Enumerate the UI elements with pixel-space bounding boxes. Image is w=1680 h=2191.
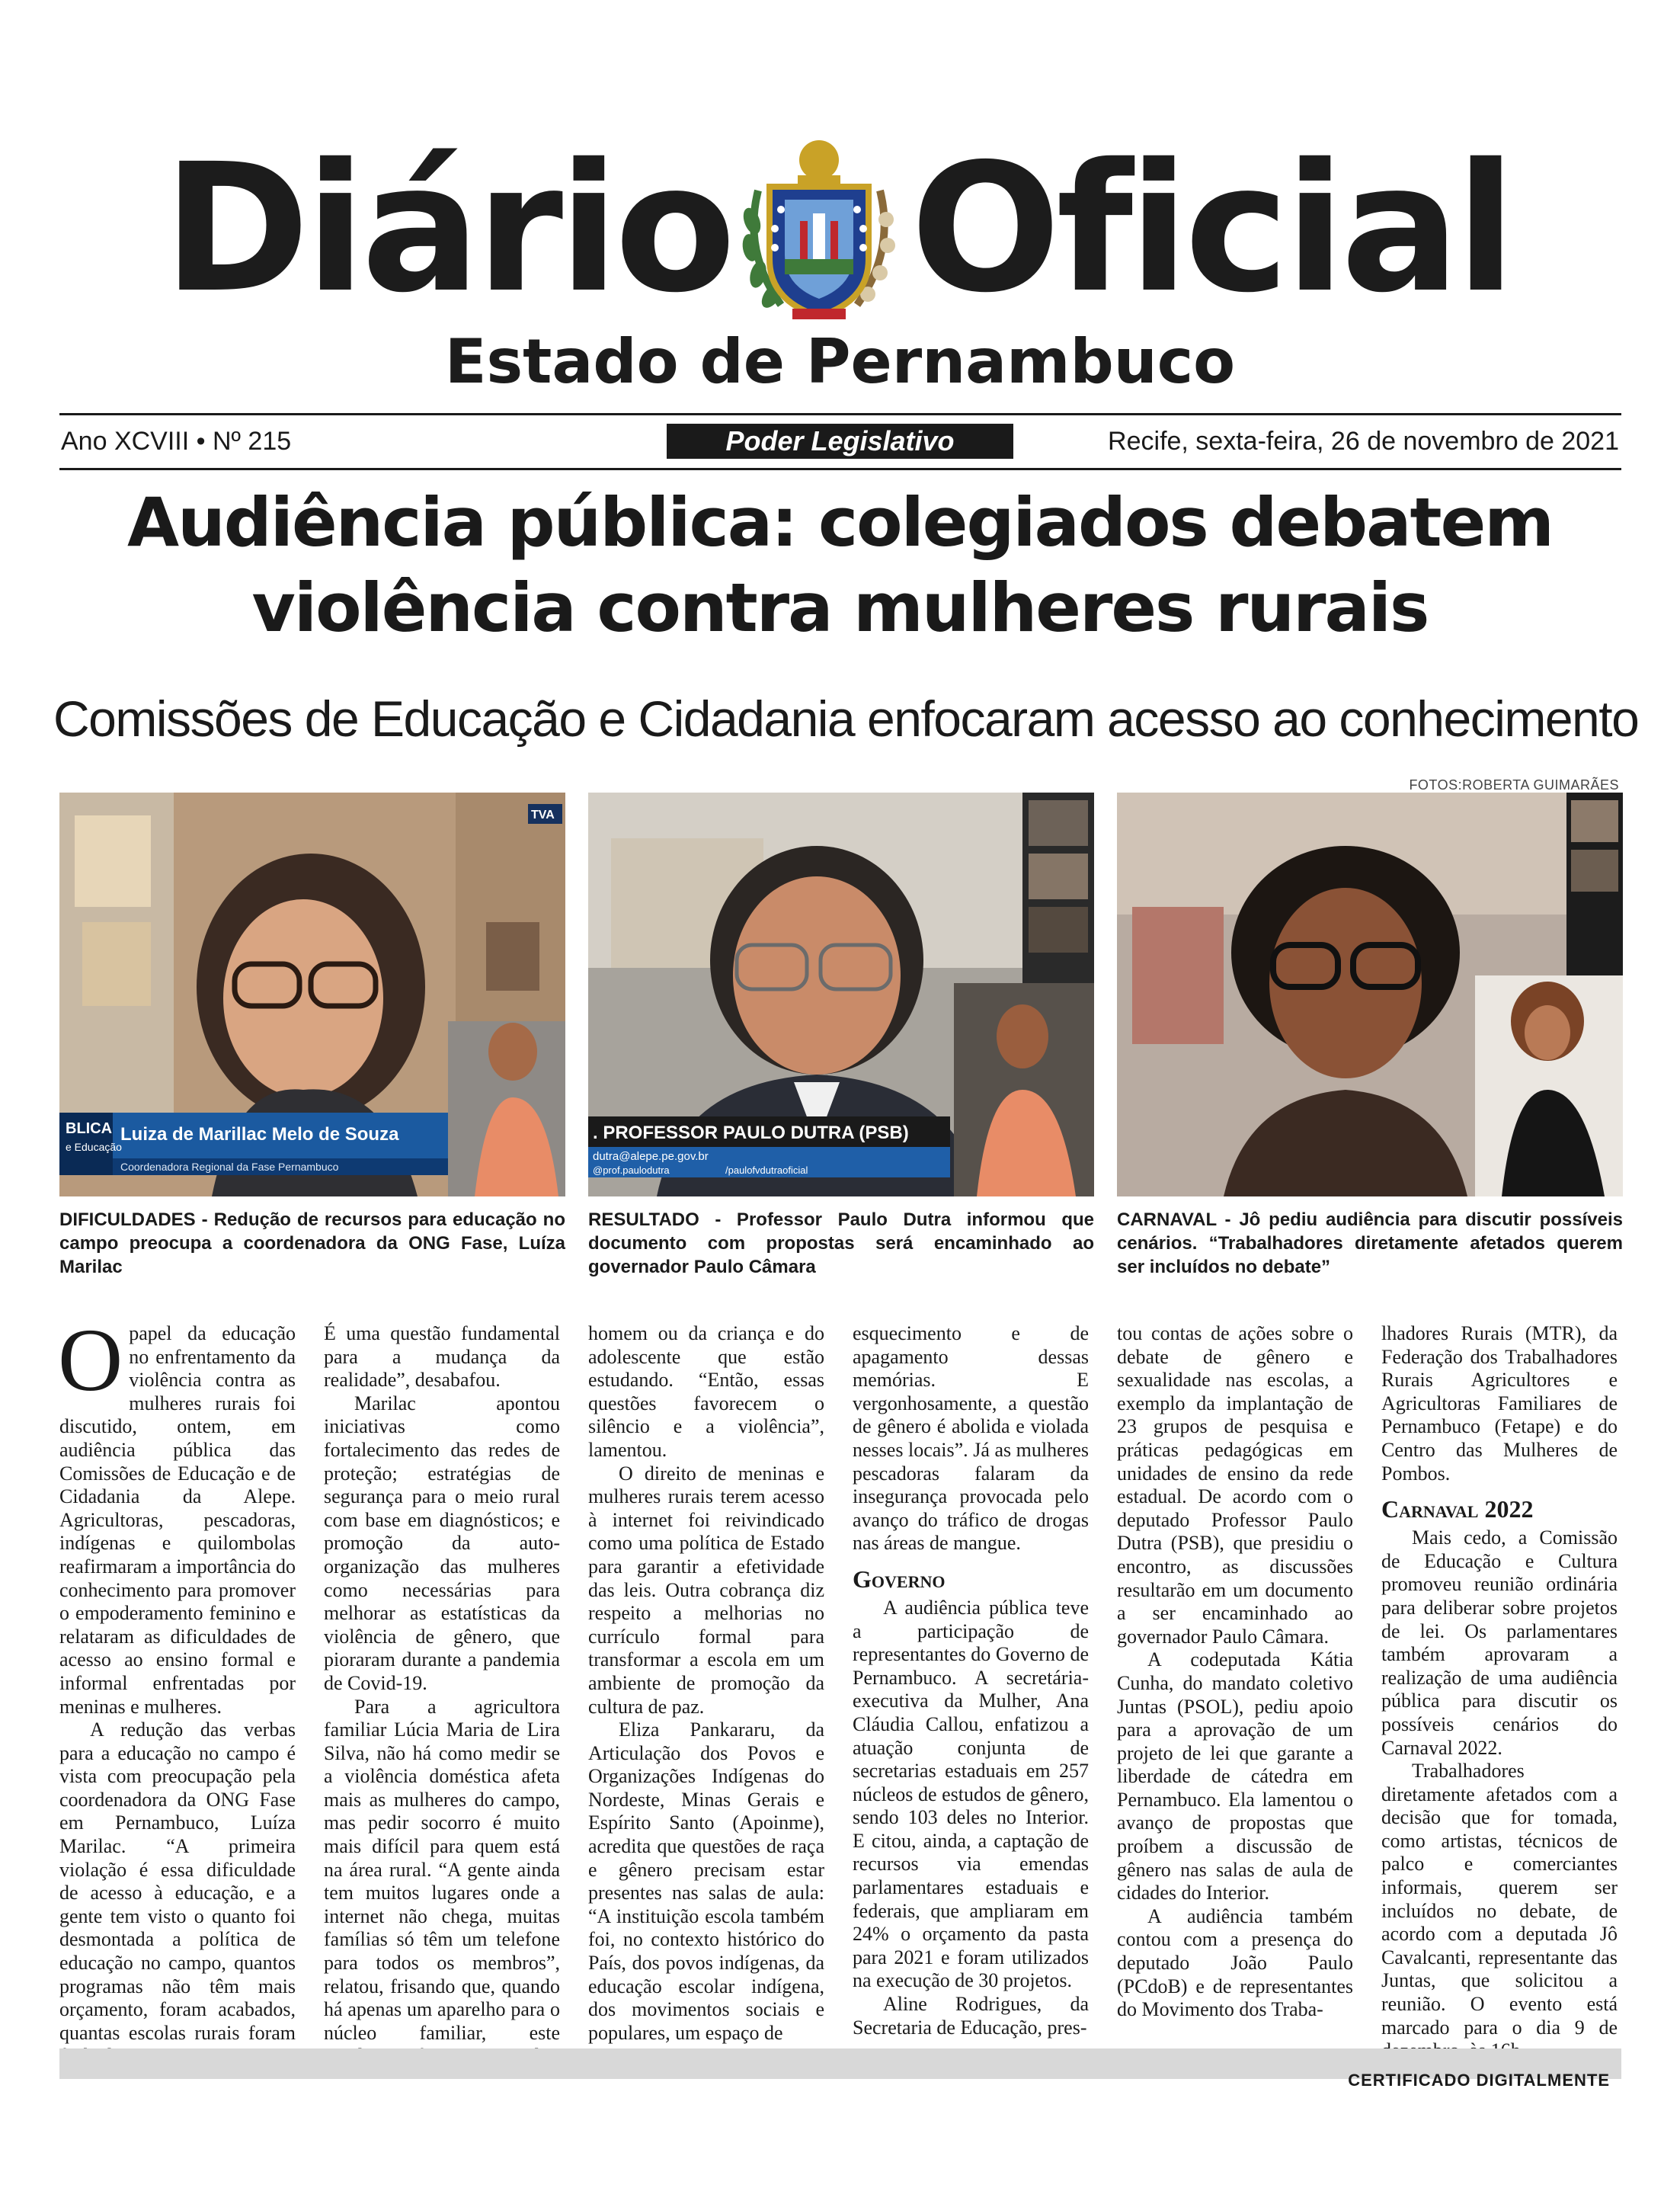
lower-third-social-1: @prof.paulodutra xyxy=(593,1164,670,1176)
side-tag-1: BLICA xyxy=(66,1120,113,1137)
deck: Comissões de Educação e Cidadania enfocaram acesso ao conhecimento xyxy=(53,690,1639,747)
network-badge: TVA xyxy=(531,809,555,822)
masthead-word-diario: Diário xyxy=(163,126,731,332)
bottom-rule xyxy=(59,468,1621,470)
photo-paulo-dutra xyxy=(588,793,1094,1196)
article-column-4 xyxy=(853,1322,1089,2039)
article-paragraph: Para a agricultora familiar Lúcia Maria de Lira Silva, não há como medir se a violência doméstica afeta mais as mulheres do campo, mas pedir socorro é muito mais difícil para quem está na área rural. “A gente ainda tem muitos lugares onde a internet não chega, muitas famílias só têm um telefone para todos os membros”, relatou, frisando que, quando há apenas um aparelho para o núcleo familiar, este xyxy=(324,1695,560,2044)
article-column-2 xyxy=(324,1322,560,2068)
article-column-3 xyxy=(588,1322,824,2045)
lower-third-social-2: /paulofvdutraoficial xyxy=(725,1164,808,1176)
article-lead-text: papel da educação no enfrentamento da violência contra as mulheres rurais foi discutido, ontem, em audiência pública das Comissões de Educação e de Cidadania da Alepe. Agricultoras, pescadoras, indígenas e quilombolas reafirmaram a importância do conhecimento para promover o empoderamento feminino e relataram as dificuldades de acesso ao ensino formal e informal enfrentadas por meninas e mulheres. xyxy=(59,1322,296,1718)
caption-photo-1: DIFICULDADES - Redução de recursos para educação no campo preocupa a coordenadora da ONG Fase, Luíza Marilac xyxy=(59,1209,565,1277)
article-paragraph: A redução das verbas para a educação no campo é vista com preocupação pela coordenadora da ONG Fase em Pernambuco, Luíza Marilac. “A primeira violação é essa dificuldade de acesso à educação, e a gente tem visto o quanto foi desmontada a política de educação no campo, quantos programas não têm mais orçamento, foram acabados, quantas escolas rurais foram xyxy=(59,1719,296,2044)
headline xyxy=(53,480,1627,651)
headline-line-1: Audiência pública: colegiados debatem xyxy=(127,483,1553,562)
masthead-word-oficial: Oficial xyxy=(910,126,1512,332)
photo-jo-cavalcanti xyxy=(1117,793,1623,1196)
lower-third-email: dutra@alepe.pe.gov.br xyxy=(593,1150,709,1163)
state-crest-icon xyxy=(728,130,910,328)
article-paragraph: É uma questão fundamental para a mudança da realidade”, desabafou. xyxy=(324,1322,560,1392)
subhead-carnaval: Carnaval 2022 xyxy=(1381,1495,1534,1523)
edition-date: Recife, sexta-feira, 26 de novembro de 2021 xyxy=(1108,427,1619,456)
lower-third-name-2: . PROFESSOR PAULO DUTRA (PSB) xyxy=(593,1123,909,1143)
article-paragraph: O direito de meninas e mulheres rurais terem acesso à internet foi reivindicado como uma política de Estado para garantir a efetividade das leis. Outra cobrança diz respeito a melhorias no currículo formal para transformar a escola em um ambiente de promoção da cultura de paz. xyxy=(588,1462,824,1718)
dropcap: O xyxy=(58,1310,123,1410)
headline-line-2: violência contra mulheres rurais xyxy=(251,569,1429,647)
lower-third-name-1: Luiza de Marillac Melo de Souza xyxy=(120,1124,399,1145)
side-tag-2: e Educação xyxy=(66,1141,122,1153)
photo-luiza-marilac xyxy=(59,793,565,1196)
photo-2-illustration xyxy=(588,793,1094,1196)
edition-number: Ano XCVIII • Nº 215 xyxy=(61,427,292,456)
article-paragraph: Aline Rodrigues, da Secretaria de Educação, pres- xyxy=(853,1993,1089,2039)
caption-photo-2: RESULTADO - Professor Paulo Dutra informou que documento com propostas será encaminhado ao governador Paulo Câmara xyxy=(588,1209,1094,1277)
article-paragraph: lhadores Rurais (MTR), da Federação dos Trabalhadores Rurais Agricultores e Agricultoras Familiares de Pernambuco (Fetape) e do Centro das Mulheres de Pombos. xyxy=(1381,1322,1618,1485)
article-paragraph: homem ou da criança e do adolescente que estão estudando. “Então, essas questões favorecem o silêncio e a violência”, lamentou. xyxy=(588,1322,824,1461)
photo-3-illustration xyxy=(1117,793,1623,1196)
article-paragraph: Marilac apontou iniciativas como fortalecimento das redes de proteção; estratégias de segurança para o meio rural com base em diagnósticos; e promoção da auto-organização das mulheres como necessárias para melhorar as estatísticas da violência de gênero, que pioraram durante a pandemia de Covid-19. xyxy=(324,1392,560,1694)
photo-1-illustration xyxy=(59,793,565,1196)
caption-photo-3: CARNAVAL - Jô pediu audiência para discutir possíveis cenários. “Trabalhadores diretamente afetados querem ser incluídos no debate” xyxy=(1117,1209,1623,1277)
section-badge: Poder Legislativo xyxy=(667,424,1013,459)
article-paragraph: esquecimento e de apagamento dessas memórias. E vergonhosamente, a questão de gênero é abolida e violada nesses locais”. Já as mulheres pescadoras falaram da insegurança provocada pelo avanço do tráfico de drogas nas áreas de mangue. xyxy=(853,1322,1089,1555)
certified-label: CERTIFICADO DIGITALMENTE xyxy=(1348,2071,1610,2090)
article-paragraph: tou contas de ações sobre o debate de gênero e sexualidade nas escolas, a exemplo da implantação de 23 grupos de pesquisa e práticas pedagógicas em unidades de ensino da rede estadual. De acordo com o deputado Professor Paulo Dutra (PSB), que presidiu o encontro, as discussões resultarão em um documento a ser encaminhado ao governador Paulo Câmara. xyxy=(1117,1322,1353,1648)
article-column-1 xyxy=(58,1310,296,2068)
photo-credit: FOTOS:ROBERTA GUIMARÃES xyxy=(1409,777,1619,793)
article-paragraph: A audiência pública teve a participação de representantes do Governo de Pernambuco. A secretária-executiva da Mulher, Ana Cláudia Callou, enfatizou a atuação conjunta de secretarias estaduais em 257 núcleos de estudos de gênero, sendo 103 deles no Interior. E citou, ainda, a captação de recursos via emendas parlamentares estaduais e federais, que ampliaram em 24% o orçamento da pasta para 2021 e foram utilizados na execução de 30 projetos. xyxy=(853,1596,1089,1992)
article-paragraph: Mais cedo, a Comissão de Educação e Cultura promoveu reunião ordinária para deliberar sobre projetos de lei. Os parlamentares também aprovaram a realização de uma audiência pública para discutir os possíveis cenários do Carnaval 2022. xyxy=(1381,1526,1618,1759)
article-column-5 xyxy=(1117,1322,1353,2022)
subhead-governo: Governo xyxy=(853,1565,946,1593)
article-paragraph: Eliza Pankararu, da Articulação dos Povos e Organizações Indígenas do Nordeste, Minas Gerais e Espírito Santo (Apoinme), acredita que questões de raça e gênero precisam estar presentes nas salas de aula: “A instituição escola também foi, no contexto histórico do País, dos povos indígenas, da educação escolar indígena, dos movimentos sociais e populares, um espaço de xyxy=(588,1719,824,2044)
masthead-subtitle: Estado de Pernambuco xyxy=(444,326,1236,397)
article-column-6 xyxy=(1381,1322,1618,2063)
article-paragraph: A codeputada Kátia Cunha, do mandato coletivo Juntas (PSOL), pediu apoio para a aprovação de um projeto de lei que garante a liberdade de cátedra em Pernambuco. Ela lamentou o avanço de propostas que proíbem a discussão de gênero nas salas de aula de cidades do Interior. xyxy=(1117,1648,1353,1904)
article-paragraph xyxy=(58,1310,296,1719)
article-paragraph: A audiência também contou com a presença do deputado João Paulo (PCdoB) e de representantes do Movimento dos Traba- xyxy=(1117,1904,1353,2021)
top-rule xyxy=(59,413,1621,415)
article-paragraph: Trabalhadores diretamente afetados com a decisão que for tomada, como artistas, técnicos de palco e comerciantes informais, querem ser incluídos no debate, de acordo com a deputada Jô Cavalcanti, representante das Juntas, que solicitou a reunião. O evento está marcado para o dia 9 de xyxy=(1381,1760,1618,2039)
masthead xyxy=(0,126,1680,332)
lower-third-role-1: Coordenadora Regional da Fase Pernambuco xyxy=(120,1161,339,1173)
